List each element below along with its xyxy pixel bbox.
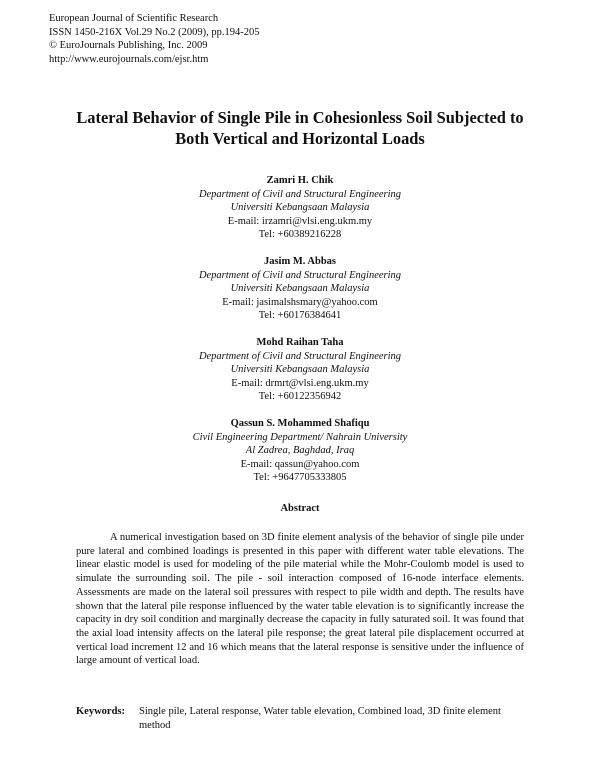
author-department: Department of Civil and Structural Engineering: [198, 188, 402, 200]
paper-title-line-2: Both Vertical and Horizontal Loads: [175, 129, 425, 148]
paper-title: [40, 107, 560, 149]
author-tel: Tel: +60176384641: [258, 310, 342, 322]
author-name: Mohd Raihan Taha: [256, 336, 344, 348]
journal-name: European Journal of Scientific Research: [49, 13, 219, 24]
author-name: Qassun S. Mohammed Shafiqu: [230, 417, 370, 429]
author-affiliation: Universiti Kebangsaan Malaysia: [230, 283, 370, 295]
author-block: [0, 255, 600, 323]
keywords: [76, 705, 526, 732]
abstract-text: A numerical investigation based on 3D finite element analysis of the behavior of single pile under pure lateral and combined loadings is presented in this paper with different water table elevations. The linear elastic model is used for modeling of the pile material while the Mohr-Coulomb model is used to simulate the surrounding soil. The pile - soil interaction composed of 16-node interface elements. Assessments are made on the lateral soil pressures with respect to pile width and depth. The results have shown that the lateral pile response influenced by the water table elevation is to significantly increase the capacity in dry soil condition and marginally decrease the capacity in fully saturated soil. It was found that the axial load intensity affects on the lateral pile response; the great lateral pile displacement occurred at vertical load increment 12 and 16 which means that the lateral response is sensitive under the influence of large amount of vertical load.: [76, 532, 524, 667]
author-email[interactable]: E-mail: drmrt@vlsi.eng.ukm.my: [231, 377, 369, 389]
author-name: Jasim M. Abbas: [263, 255, 337, 267]
journal-issn: ISSN 1450-216X Vol.29 No.2 (2009), pp.194-205: [49, 26, 260, 38]
author-affiliation: Universiti Kebangsaan Malaysia: [230, 364, 370, 376]
author-block: [0, 417, 600, 485]
author-affiliation: Universiti Kebangsaan Malaysia: [230, 202, 370, 214]
author-block: [0, 336, 600, 404]
keywords-label: Keywords:: [76, 706, 125, 717]
author-name: Zamri H. Chik: [266, 175, 334, 186]
author-email[interactable]: E-mail: jasimalshsmary@yahoo.com: [222, 296, 378, 308]
journal-copyright: © EuroJournals Publishing, Inc. 2009: [49, 40, 208, 52]
paper-title-line-1: Lateral Behavior of Single Pile in Cohesionless Soil Subjected to: [76, 108, 524, 127]
author-tel: Tel: +60122356942: [258, 391, 342, 403]
keywords-text: Single pile, Lateral response, Water table elevation, Combined load, 3D finite element method: [139, 706, 501, 731]
journal-header: [49, 12, 260, 66]
author-department: Department of Civil and Structural Engineering: [198, 269, 402, 281]
abstract-heading: Abstract: [280, 503, 320, 514]
author-list: [0, 174, 600, 498]
author-block: [0, 174, 600, 242]
author-tel: Tel: +9647705333805: [253, 472, 347, 484]
author-email[interactable]: E-mail: irzamri@vlsi.eng.ukm.my: [227, 215, 373, 227]
author-affiliation: Al Zadrea, Baghdad, Iraq: [245, 445, 355, 457]
author-department: Civil Engineering Department/ Nahrain University: [192, 431, 408, 443]
author-department: Department of Civil and Structural Engineering: [198, 350, 402, 362]
author-email[interactable]: E-mail: qassun@yahoo.com: [240, 458, 360, 470]
author-tel: Tel: +60389216228: [258, 229, 342, 241]
journal-url[interactable]: http://www.eurojournals.com/ejsr.htm: [49, 53, 209, 65]
